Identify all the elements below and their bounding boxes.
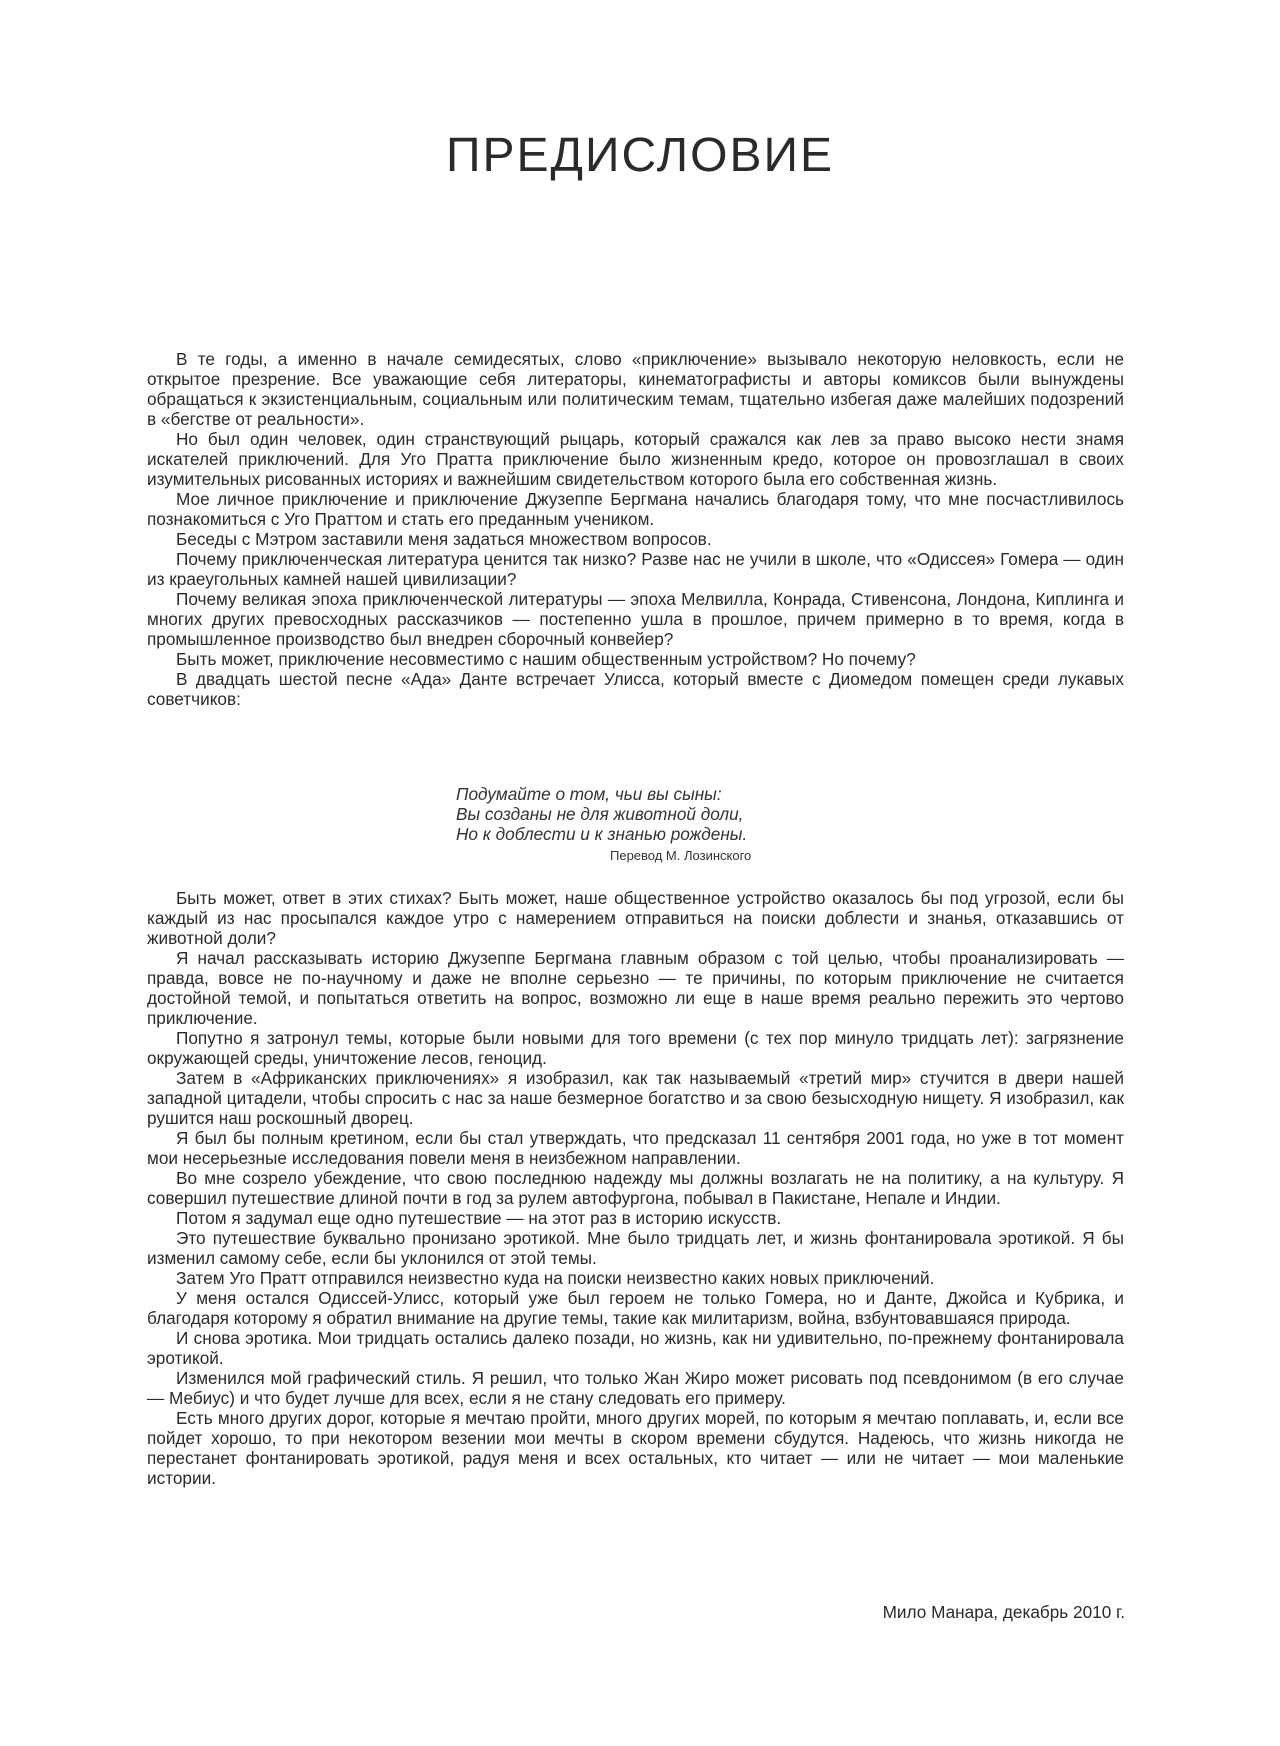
poem-line: Вы созданы не для животной доли,: [456, 804, 744, 824]
poem-line: Подумайте о том, чьи вы сыны:: [456, 784, 722, 804]
paragraph: Но был один человек, один странствующий рыцарь, который сражался как лев за право высоко нести знамя искателей приключений. Для Уго Пратта приключение было жизненным кредо, которое он провозглашал в своих изумительных рисованных историях и важнейшим свидетельством которого была его собственная жизнь.: [147, 429, 1124, 489]
paragraph: Я начал рассказывать историю Джузеппе Бергмана главным образом с той целью, чтобы проанализировать — правда, вовсе не по-научному и даже не вполне серьезно — те причины, по которым приключение не считается достойной темой, и попытаться ответить на вопрос, возможно ли еще в наше время реально пережить это чертово приключение.: [147, 948, 1124, 1028]
author-signature: Мило Манара, декабрь 2010 г.: [882, 1602, 1125, 1622]
paragraph: Почему приключенческая литература ценится так низко? Разве нас не учили в школе, что «Одиссея» Гомера — один из краеугольных камней нашей цивилизации?: [147, 549, 1124, 589]
paragraph: Быть может, приключение несовместимо с нашим общественным устройством? Но почему?: [176, 649, 916, 669]
paragraph: Это путешествие буквально пронизано эротикой. Мне было тридцать лет, и жизнь фонтанировала эротикой. Я бы изменил самому себе, если бы уклонился от этой темы.: [147, 1228, 1124, 1268]
paragraph: Изменился мой графический стиль. Я решил, что только Жан Жиро может рисовать под псевдонимом (в его случае — Мебиус) и что будет лучше для всех, если я не стану следовать его примеру.: [147, 1368, 1124, 1408]
paragraph: У меня остался Одиссей-Улисс, который уже был героем не только Гомера, но и Данте, Джойса и Кубрика, и благодаря которому я обратил внимание на другие темы, такие как милитаризм, война, взбунтовавшаяся природа.: [147, 1288, 1124, 1328]
paragraph: И снова эротика. Мои тридцать остались далеко позади, но жизнь, как ни удивительно, по-прежнему фонтанировала эротикой.: [147, 1328, 1124, 1368]
paragraph: Есть много других дорог, которые я мечтаю пройти, много других морей, по которым я мечтаю поплавать, и, если все пойдет хорошо, то при некотором везении мои мечты в скором времени сбудутся. Надеюсь, что жизнь никогда не перестанет фонтанировать эротикой, радуя меня и всех остальных, кто читает — или не читает — мои маленькие истории.: [147, 1408, 1124, 1488]
paragraph: Мое личное приключение и приключение Джузеппе Бергмана начались благодаря тому, что мне посчастливилось познакомиться с Уго Праттом и стать его преданным учеником.: [147, 489, 1124, 529]
intro-text: [147, 349, 1124, 709]
paragraph: Почему великая эпоха приключенческой литературы — эпоха Мелвилла, Конрада, Стивенсона, Лондона, Киплинга и многих других превосходных рассказчиков — постепенно ушла в прошлое, причем примерно в то время, когда в промышленное производство был внедрен сборочный конвейер?: [147, 589, 1124, 649]
paragraph: Быть может, ответ в этих стихах? Быть может, наше общественное устройство оказалось бы под угрозой, если бы каждый из нас просыпался каждое утро с намерением отправиться на поиски доблести и знанья, отказавшись от животной доли?: [147, 888, 1124, 948]
paragraph: Затем Уго Пратт отправился неизвестно куда на поиски неизвестно каких новых приключений.: [176, 1268, 935, 1288]
page-title: ПРЕДИСЛОВИЕ: [446, 129, 834, 182]
main-text: [147, 888, 1124, 1488]
poem-credit: Перевод М. Лозинского: [610, 848, 752, 863]
paragraph: Потом я задумал еще одно путешествие — на этот раз в историю искусств.: [176, 1208, 782, 1228]
paragraph: Затем в «Африканских приключениях» я изобразил, как так называемый «третий мир» стучится в двери нашей западной цитадели, чтобы спросить с нас за наше безмерное богатство и за свою безысходную нищету. Я изобразил, как рушится наш роскошный дворец.: [147, 1068, 1124, 1128]
paragraph: Я был бы полным кретином, если бы стал утверждать, что предсказал 11 сентября 2001 года, но уже в тот момент мои несерьезные исследования повели меня в неизбежном направлении.: [147, 1128, 1124, 1168]
paragraph: Во мне созрело убеждение, что свою последнюю надежду мы должны возлагать не на политику, а на культуру. Я совершил путешествие длиной почти в год за рулем автофургона, побывал в Пакистане, Непале и Индии.: [147, 1168, 1124, 1208]
paragraph: Попутно я затронул темы, которые были новыми для того времени (с тех пор минуло тридцать лет): загрязнение окружающей среды, уничтожение лесов, геноцид.: [147, 1028, 1124, 1068]
poem-line: Но к доблести и к знанью рождены.: [456, 824, 748, 844]
paragraph: Беседы с Мэтром заставили меня задаться множеством вопросов.: [176, 529, 712, 549]
paragraph: В те годы, а именно в начале семидесятых, слово «приключение» вызывало некоторую неловкость, если не открытое презрение. Все уважающие себя литераторы, кинематографисты и авторы комиксов были вынуждены обращаться к экзистенциальным, социальным или политическим темам, тщательно избегая даже малейших подозрений в «бегстве от реальности».: [147, 349, 1124, 429]
poem-quote: [456, 784, 747, 844]
paragraph: В двадцать шестой песне «Ада» Данте встречает Улисса, который вместе с Диомедом помещен среди лукавых советчиков:: [147, 669, 1124, 709]
